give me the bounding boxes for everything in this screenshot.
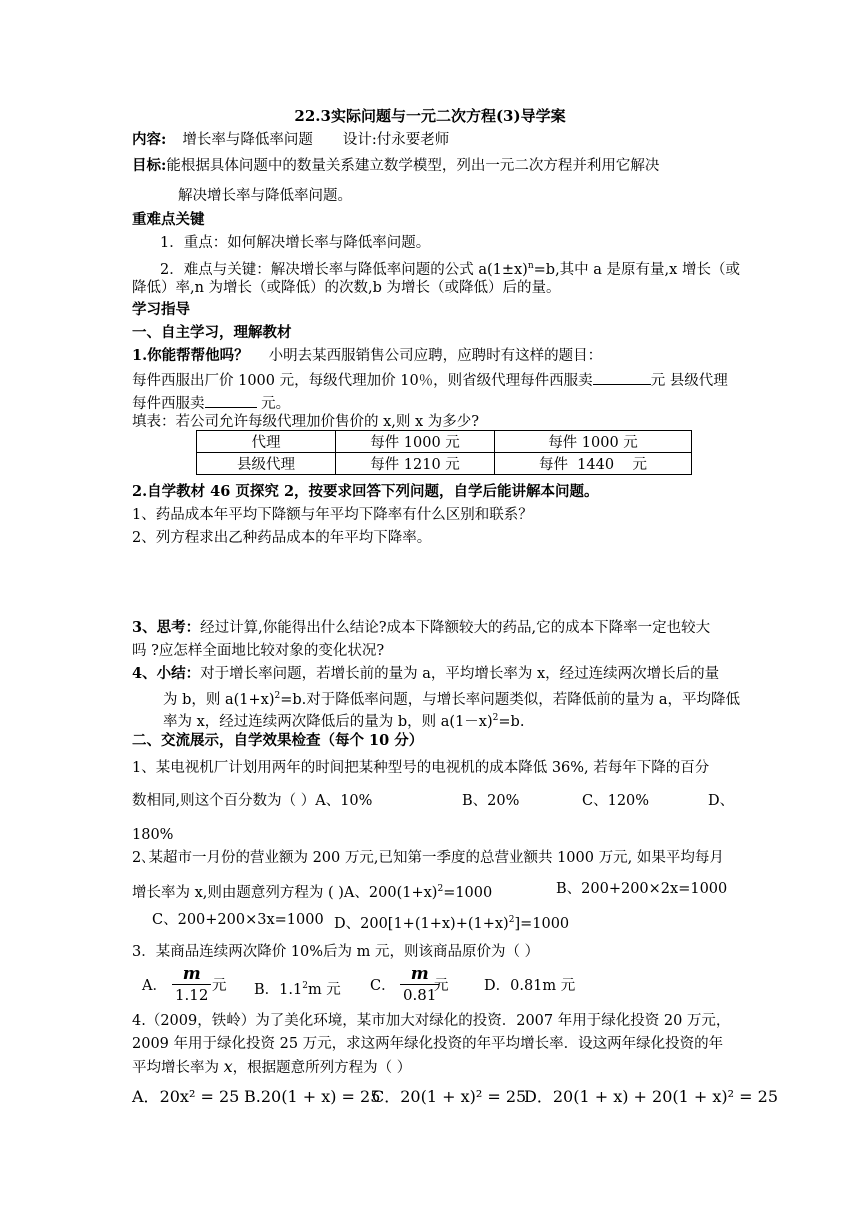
p4-variable: x [223,1057,233,1076]
p3-option-b [254,976,341,1000]
key-point-2-cont: 降低）率,n 为增长（或降低）的次数,b 为增长（或降低）后的量。 [132,280,561,296]
p3-option-c-label: C． [370,978,396,994]
table-cell: 每件 1440 元 [495,453,692,475]
key-point-2-text: 2．难点与关键：解决增长率与降低率问题的公式 a(1±x) [160,261,528,278]
p3-numerator: m [410,964,429,984]
p3-option-b-text: B．1.1 [254,981,303,998]
key-points-heading: 重难点关键 [132,211,205,228]
p4-option-b-label: B. [244,1087,261,1106]
q1-line-2-text: 每件西服出厂价 1000 元，每级代理加价 10％，则省级代理每件西服卖 [132,373,593,389]
q3-line-2: 吗 ?应怎样全面地比较对象的变化状况? [132,643,385,659]
p4-option-a: 20x² = 25 [159,1087,240,1106]
p2-option-a-tail: =1000 [443,884,493,901]
q1-line-3-text: 每件西服卖 [132,396,205,412]
content-line [132,130,449,150]
table-cell: 每件 1000 元 [336,431,495,453]
p3-option-d: D．0.81m 元 [484,978,576,994]
p3-unit: 元 [434,978,449,994]
q4-text: 对于增长率问题，若增长前的量为 a，平均增长率为 x，经过连续两次增长后的量 [200,666,720,682]
q1-line-2 [132,369,728,391]
q1-line-3 [132,392,290,414]
q3-text: 经过计算,你能得出什么结论?成本下降额较大的药品,它的成本下降率一定也较大 [200,620,711,636]
p2-line-3 [152,910,652,930]
p4-line-1: 4.（2009，铁岭）为了美化环境，某市加大对绿化的投资．2007 年用于绿化投资 20 万元， [132,1013,731,1029]
goal-label: 目标: [132,157,167,174]
goal-text-1: 能根据具体问题中的数量关系建立数学模型，列出一元二次方程并利用它解决 [166,158,660,174]
q3-label: 3、思考： [132,619,201,636]
p1-option-b: B、20% [462,793,520,809]
table-cell: 每件 1000 元 [495,431,692,453]
p4-option-d-label: D． [524,1087,553,1106]
p3-denominator: 1.12 [172,984,211,1005]
sec2-heading: 二、交流展示，自学效果检查（每个 10 分） [132,732,424,749]
q4-sup: 2 [274,691,281,701]
p1-line-2 [132,791,735,811]
q1-text: 小明去某西服销售公司应聘，应聘时有这样的题目： [268,348,603,364]
p4-option-b: 20(1 + x) = 25 [260,1087,381,1106]
q4-text-2a: 为 b，则 a(1+x) [163,691,275,708]
q3-line [132,618,710,638]
q4-text-3b: =b. [498,713,525,730]
p2-option-b: B、200+200×2x=1000 [556,881,728,897]
p3-options [142,964,602,1012]
p1-option-d: D、 [708,793,735,809]
q2-item-1: 1、药品成本年平均下降额与年平均下降率有什么区别和联系？ [132,507,533,523]
guide-heading: 学习指导 [132,301,190,318]
q2-heading: 2.自学教材 46 页探究 2，按要求回答下列问题，自学后能讲解本问题。 [132,483,599,500]
q2-item-2: 2、列方程求出乙种药品成本的年平均下降率。 [132,530,432,546]
table-cell: 县级代理 [197,453,336,475]
content-topic: 增长率与降低率问题 [182,132,313,148]
page-title: 22.3实际问题与一元二次方程(3)导学案 [294,107,566,125]
p2-option-d-tail: ]=1000 [514,915,570,932]
goal-line-1 [132,156,659,176]
p4-options [132,1087,779,1107]
p2-option-d [334,910,569,934]
key-point-2-sup: n [527,261,534,271]
p2-line-1: 2､某超市一月份的营业额为 200 万元,已知第一季度的总营业额共 1000 万元, 如果平均每月 [132,850,724,866]
p1-option-a: 数相同,则这个百分数为（ ）A、10% [132,793,373,809]
table-row [197,453,692,475]
q1-line-2-tail: 元 县级代理 [650,373,728,389]
p4-option-d: 20(1 + x) + 20(1 + x)² = 25 [552,1087,779,1106]
p4-line-2: 2009 年用于绿化投资 25 万元，求这两年绿化投资的年平均增长率．设这两年绿化投资的年 [132,1036,724,1052]
p2-option-d-text: D、200[1+(1+x)+(1+x) [334,915,509,932]
p4-option-c: 20(1 + x)² = 25 [400,1087,527,1106]
p4-text: 平均增长率为 [132,1060,219,1076]
table-row [197,431,692,453]
p2-sup: 2 [437,884,444,894]
q4-line-3 [163,708,524,732]
p1-line-1: 1、某电视机厂计划用两年的时间把某种型号的电视机的成本降低 36%, 若每年下降的百分 [132,760,710,776]
p2-d-sup: 2 [508,915,515,925]
fill-line: 填表：若公司允许每级代理加价售价的 x,则 x 为多少? [132,414,480,430]
p1-option-c: C、120% [582,793,650,809]
table-cell: 代理 [197,431,336,453]
q1-label: 1.你能帮帮他吗？ [132,347,249,364]
p4-line-3 [132,1057,411,1078]
key-point-2 [160,256,740,280]
answer-blank[interactable] [593,369,651,385]
q4-line [132,664,719,684]
p1-line-3: 180% [132,827,174,843]
table-cell: 每件 1210 元 [336,453,495,475]
p3-denominator: 0.81 [400,984,439,1005]
designer: 设计:付永要老师 [342,132,450,148]
sec1-heading: 一、自主学习，理解教材 [132,324,292,341]
q1-line [132,346,602,366]
key-point-2-text-b: =b,其中 a 是原有量,x 增长（或 [533,261,740,278]
p2-option-c: C、200+200×3x=1000 [152,912,324,928]
p3-line-1: 3．某商品连续两次降价 10%后为 m 元，则该商品原价为（ ） [132,944,540,960]
answer-blank[interactable] [205,392,257,408]
q4-sup: 2 [492,713,499,723]
p3-fraction-a [172,964,211,1005]
q1-line-3-tail: 元。 [256,396,291,412]
p4-option-a-label: A． [132,1087,160,1106]
q4-text-3a: 率为 x，经过连续两次降低后的量为 b，则 a(1－x) [163,713,493,730]
p4-option-c-label: C． [372,1087,401,1106]
p3-numerator: m [182,964,201,984]
p2-line-2 [132,879,732,903]
key-point-1: 1．重点：如何解决增长率与降低率问题。 [160,235,431,251]
content-label: 内容: [132,131,167,148]
p3-unit: 元 [212,978,227,994]
agent-price-table [196,430,692,475]
p3-option-b-tail: m 元 [307,981,341,998]
p3-option-a-label: A． [142,978,167,994]
q4-text-2b: =b.对于降低率问题，与增长率问题类似，若降低前的量为 a，平均降低 [280,691,741,708]
q4-label: 4、小结： [132,665,201,682]
p4-text-tail: ，根据题意所列方程为（ ） [232,1060,412,1076]
goal-line-2: 解决增长率与降低率问题。 [178,188,352,204]
p2-option-a: 增长率为 x,则由题意列方程为 ( )A、200(1+x) [132,884,438,901]
q4-line-2 [163,686,740,710]
p3-sup: 2 [302,981,308,991]
